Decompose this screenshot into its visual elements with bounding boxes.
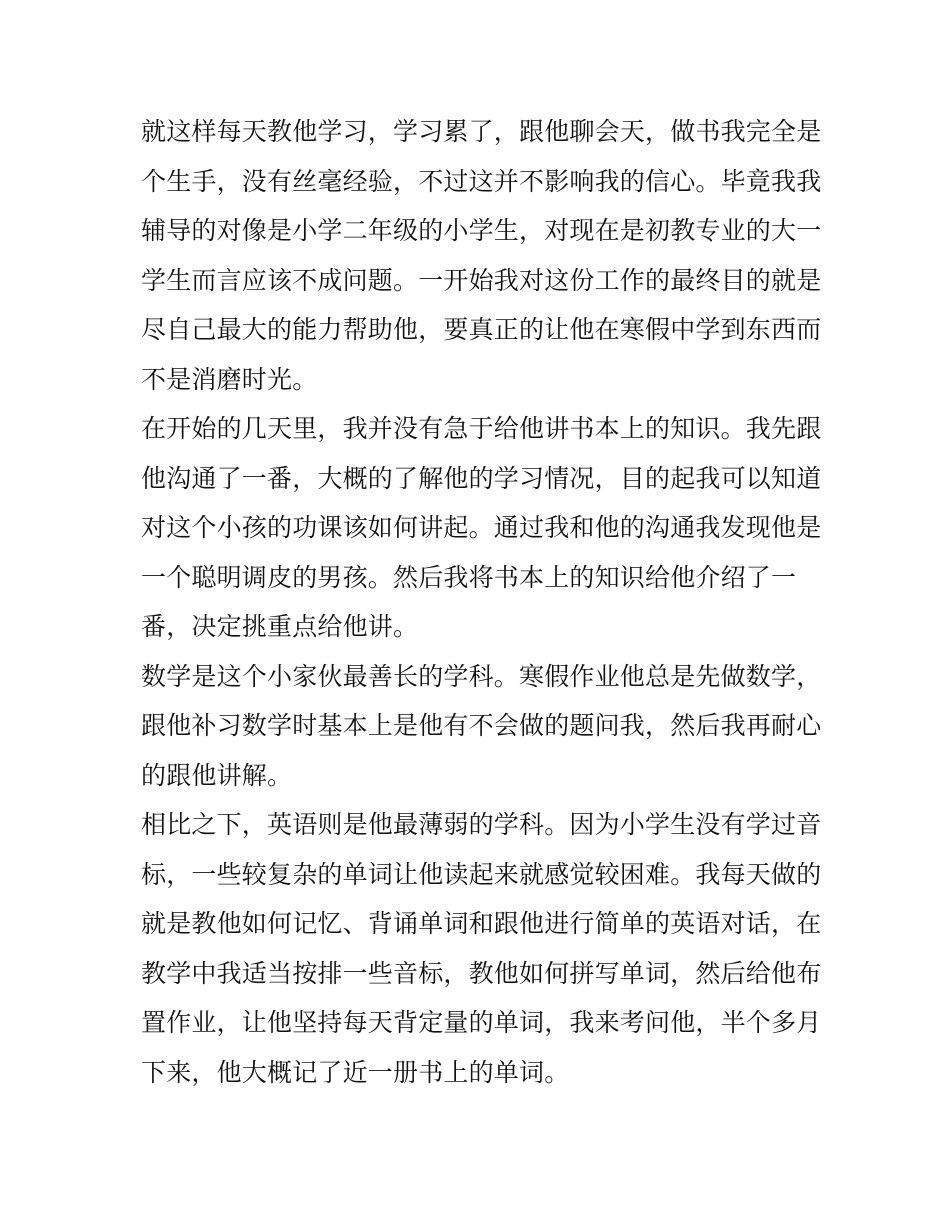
text-line: 相比之下，英语则是他最薄弱的学科。因为小学生没有学过音	[141, 810, 822, 839]
text-line: 下来，他大概记了近一册书上的单词。	[141, 1057, 570, 1087]
text-line: 就是教他如何记忆、背诵单词和跟他进行简单的英语对话，在	[141, 909, 822, 938]
text-line: 在开始的几天里，我并没有急于给他讲书本上的知识。我先跟	[141, 414, 822, 443]
text-line: 数学是这个小家伙最善长的学科。寒假作业他总是先做数学，	[141, 661, 822, 691]
text-line: 的跟他讲解。	[141, 760, 293, 790]
text-line: 学生而言应该不成问题。一开始我对这份工作的最终目的就是	[141, 265, 822, 295]
text-line: 跟他补习数学时基本上是他有不会做的题问我，然后我再耐心	[141, 711, 822, 740]
paragraph-4	[141, 800, 821, 1097]
text-line: 不是消磨时光。	[141, 364, 318, 394]
text-line: 个生手，没有丝毫经验，不过这并不影响我的信心。毕竟我我	[141, 166, 822, 196]
paragraph-1	[141, 107, 821, 404]
document-body	[141, 107, 821, 1097]
text-line: 尽自己最大的能力帮助他，要真正的让他在寒假中学到东西而	[141, 315, 822, 344]
text-line: 番，决定挑重点给他讲。	[141, 612, 419, 641]
text-line: 就这样每天教他学习，学习累了，跟他聊会天，做书我完全是	[141, 117, 822, 146]
text-line: 置作业，让他坚持每天背定量的单词，我来考问他，半个多月	[141, 1008, 822, 1037]
text-line: 辅导的对像是小学二年级的小学生，对现在是初教专业的大一	[141, 216, 822, 245]
text-line: 他沟通了一番，大概的了解他的学习情况，目的起我可以知道	[141, 463, 822, 493]
paragraph-3	[141, 652, 821, 801]
text-line: 标，一些较复杂的单词让他读起来就感觉较困难。我每天做的	[141, 859, 822, 889]
paragraph-2	[141, 404, 821, 652]
text-line: 教学中我适当按排一些音标，教他如何拼写单词，然后给他布	[141, 958, 822, 988]
text-line: 一个聪明调皮的男孩。然后我将书本上的知识给他介绍了一	[141, 562, 797, 592]
text-line: 对这个小孩的功课该如何讲起。通过我和他的沟通我发现他是	[141, 513, 822, 542]
